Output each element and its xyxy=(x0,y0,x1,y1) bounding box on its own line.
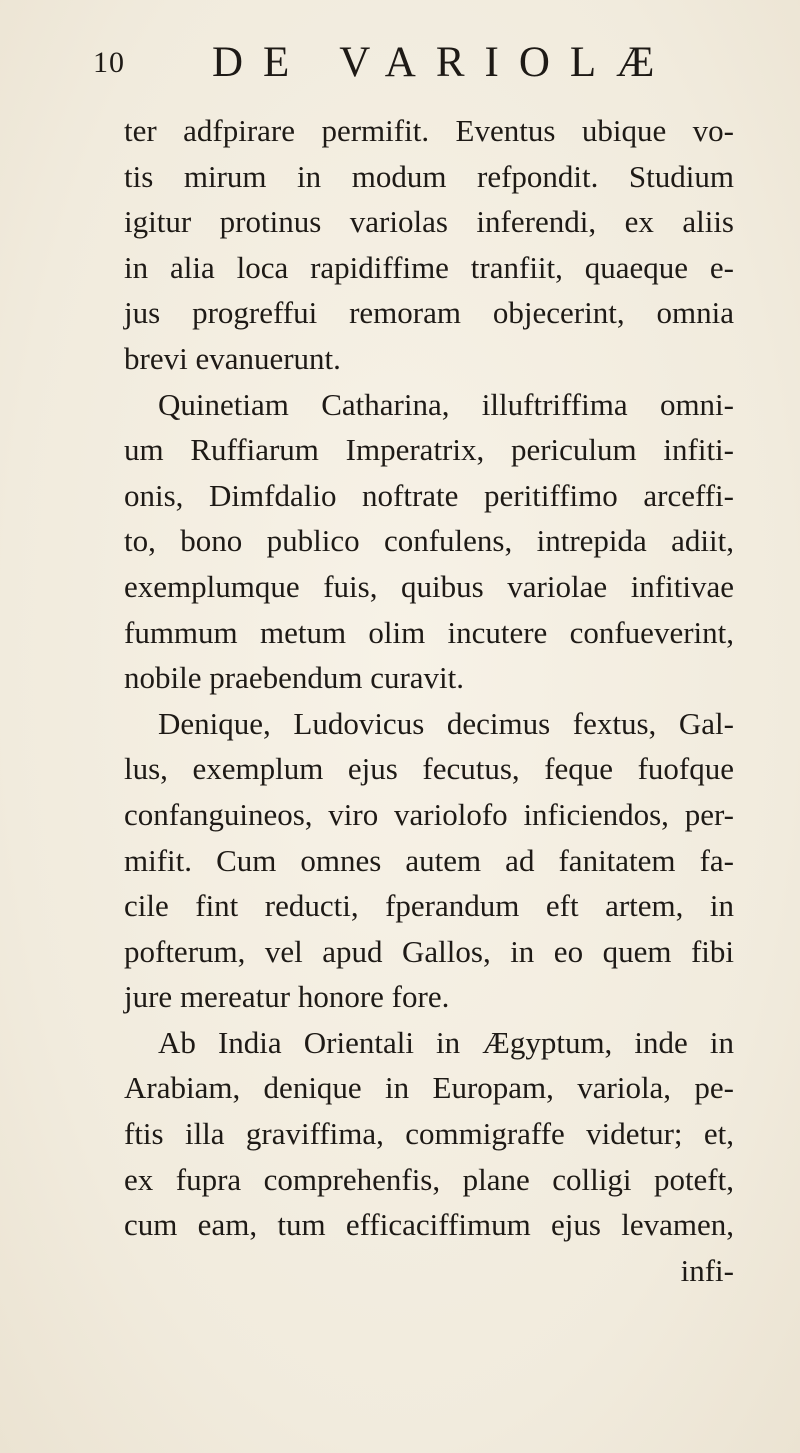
text-line: cile fint reducti, fperandum eft artem, in xyxy=(124,888,734,924)
paragraph-start-line: Ab India Orientali in Ægyptum, inde in xyxy=(158,1024,734,1060)
text-line: jus progreffui remoram objecerint, omnia xyxy=(124,295,734,331)
text-line: tis mirum in modum refpondit. Studium xyxy=(124,158,734,194)
text-line: fummum metum olim incutere confueverint, xyxy=(124,614,734,650)
catchword: infi- xyxy=(680,1252,734,1288)
paragraph-start-line: Denique, Ludovicus decimus fextus, Gal- xyxy=(158,705,734,741)
text-line: jure mereatur honore fore. xyxy=(124,979,450,1015)
text-line: lus, exemplum ejus fecutus, feque fuofque xyxy=(124,751,734,787)
page-number: 10 xyxy=(93,46,125,79)
text-line: um Ruffiarum Imperatrix, periculum infiti- xyxy=(124,432,734,468)
text-line: in alia loca rapidiffime tranfiit, quaeque e- xyxy=(124,249,734,285)
text-line: ex fupra comprehenfis, plane colligi poteft, xyxy=(124,1161,734,1197)
text-line: ter adfpirare permifit. Eventus ubique vo- xyxy=(124,113,734,148)
text-line: Arabiam, denique in Europam, variola, pe- xyxy=(124,1070,734,1106)
text-line: to, bono publico confulens, intrepida adiit, xyxy=(124,523,734,559)
text-line: onis, Dimfdalio noftrate peritiffimo arceffi- xyxy=(124,477,734,513)
text-line: confanguineos, viro variolofo inficiendos, per- xyxy=(124,796,734,832)
running-title: DE VARIOLÆ xyxy=(212,39,675,86)
body-text xyxy=(124,108,734,1293)
text-line: brevi evanuerunt. xyxy=(124,340,341,376)
text-line: exemplumque fuis, quibus variolae infitivae xyxy=(124,568,734,604)
paragraph-start-line: Quinetiam Catharina, illuftriffima omni- xyxy=(158,386,734,422)
page-header xyxy=(0,36,800,96)
text-line: igitur protinus variolas inferendi, ex aliis xyxy=(124,204,734,240)
text-line: cum eam, tum efficaciffimum ejus levamen, xyxy=(124,1207,734,1243)
text-line: ftis illa graviffima, commigraffe videtur; et, xyxy=(124,1116,734,1152)
text-line: pofterum, vel apud Gallos, in eo quem fibi xyxy=(124,933,734,969)
text-line: mifit. Cum omnes autem ad fanitatem fa- xyxy=(124,842,734,878)
text-line: nobile praebendum curavit. xyxy=(124,660,465,696)
